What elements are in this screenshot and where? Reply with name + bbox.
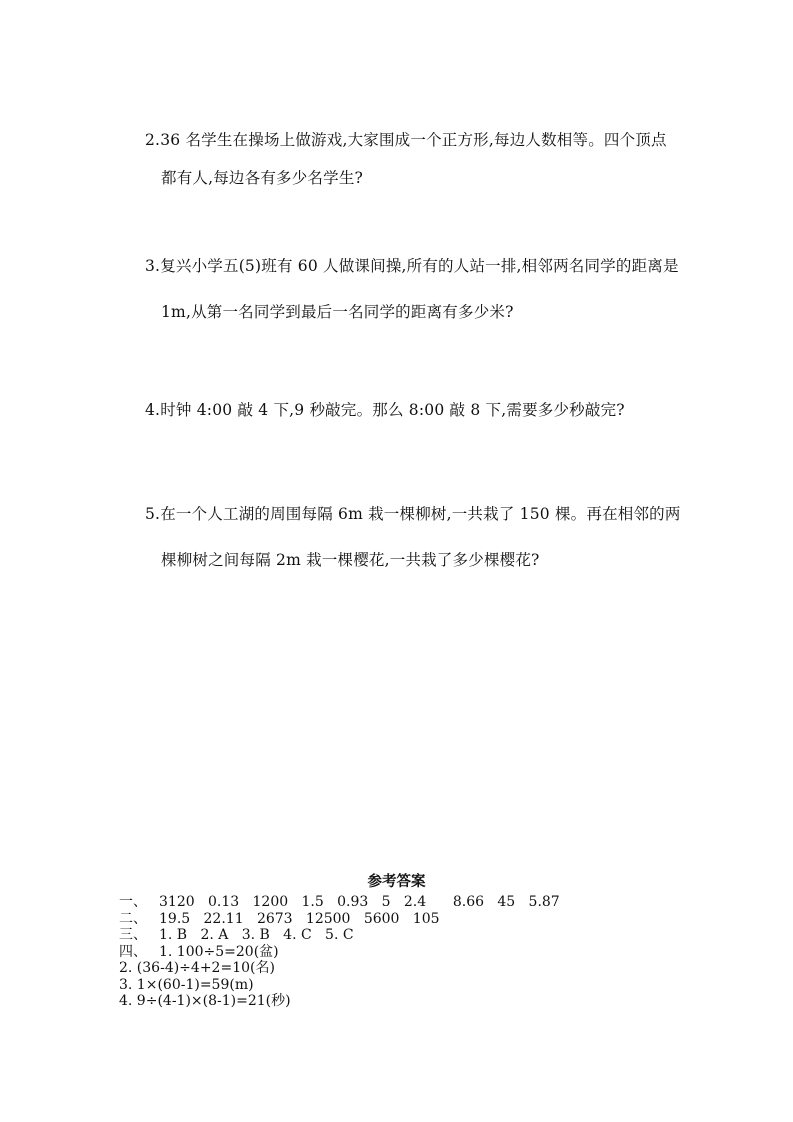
answer-row-text: 1. B 2. A 3. B 4. C 5. C xyxy=(159,927,354,943)
answer-key xyxy=(119,894,560,1010)
answer-row-label: 三、 xyxy=(119,927,147,943)
answer-row-text: 1. 100÷5=20(盆) xyxy=(159,943,279,960)
answer-row-text: 19.5 22.11 2673 12500 5600 105 xyxy=(159,910,440,927)
question-3-line-2: 1m,从第一名同学到最后一名同学的距离有多少米? xyxy=(161,303,514,321)
answer-row-label: 一、 xyxy=(119,894,147,910)
question-5-line-2: 棵柳树之间每隔 2m 栽一棵樱花,一共栽了多少棵樱花? xyxy=(161,551,540,569)
answer-row xyxy=(119,993,560,1010)
answer-row xyxy=(119,977,560,994)
answer-row-label: 四、 xyxy=(119,943,147,960)
question-4 xyxy=(145,398,685,420)
question-3 xyxy=(145,254,685,322)
question-2 xyxy=(145,128,685,188)
answer-row-text: 4. 9÷(4-1)×(8-1)=21(秒) xyxy=(119,993,291,1009)
question-3-line-1: 3.复兴小学五(5)班有 60 人做课间操,所有的人站一排,相邻两名同学的距离是 xyxy=(145,257,679,275)
answer-row xyxy=(119,927,560,944)
answer-row xyxy=(119,911,560,928)
question-5-line-1: 5.在一个人工湖的周围每隔 6m 栽一棵柳树,一共栽了 150 棵。再在相邻的两 xyxy=(145,505,681,523)
question-5 xyxy=(145,502,685,570)
question-4-line-1: 4.时钟 4:00 敲 4 下,9 秒敲完。那么 8:00 敲 8 下,需要多少秒敲完? xyxy=(145,401,625,419)
answer-row xyxy=(119,960,560,977)
answer-row xyxy=(119,944,560,961)
answer-row-text: 3120 0.13 1200 1.5 0.93 5 2.4 8.66 45 5.87 xyxy=(159,894,560,910)
answer-row-text: 2. (36-4)÷4+2=10(名) xyxy=(119,960,275,976)
answer-row xyxy=(119,894,560,911)
question-2-line-1: 2.36 名学生在操场上做游戏,大家围成一个正方形,每边人数相等。四个顶点 xyxy=(145,131,667,149)
answer-row-text: 3. 1×(60-1)=59(m) xyxy=(119,976,254,993)
answers-title: 参考答案 xyxy=(367,873,426,890)
question-2-line-2: 都有人,每边各有多少名学生? xyxy=(161,169,364,187)
answer-row-label: 二、 xyxy=(119,910,147,927)
